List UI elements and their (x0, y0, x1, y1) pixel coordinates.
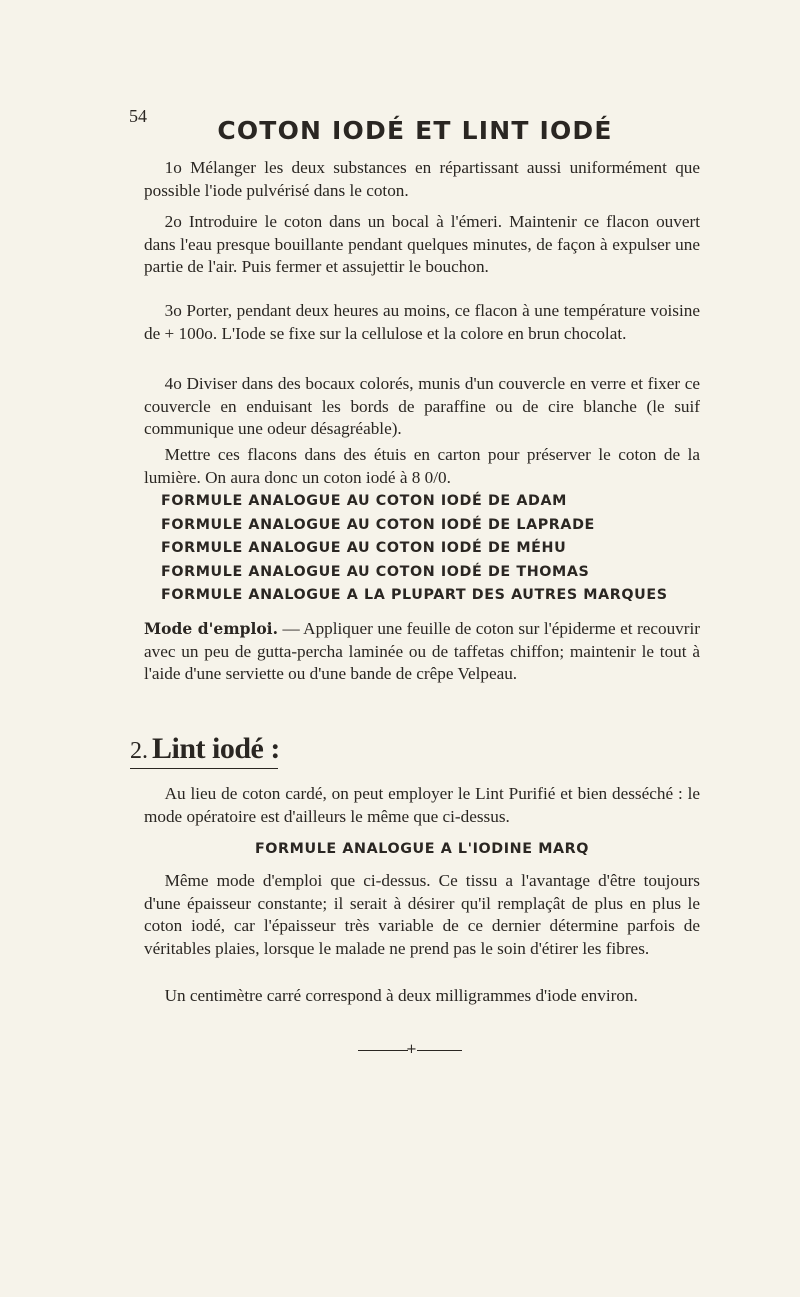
step-4-marker: 4o (164, 374, 182, 393)
fleuron-divider (350, 1042, 470, 1058)
lint-paragraph: Au lieu de coton cardé, on peut employer le Lint Purifié et bien desséché : le mode opératoire est d'ailleurs le même que ci-dessus. (144, 784, 700, 826)
lint-formula: FORMULE ANALOGUE A L'IODINE MARQ (254, 841, 590, 857)
mode-emploi-label: Mode d'emploi. (144, 619, 278, 638)
formula-item: FORMULE ANALOGUE AU COTON IODÉ DE THOMAS (161, 563, 590, 580)
page-number: 54 (129, 106, 147, 126)
cross-ornament-icon: + (406, 1042, 417, 1057)
section-number: 2. (130, 738, 148, 764)
step-4-text: Diviser dans des bocaux colorés, munis d'un couvercle en verre et fixer ce couvercle en enduisant les bords de paraffine ou de cire blanche (le suif communique une odeur désagréable). (144, 374, 700, 438)
section-heading (130, 732, 280, 766)
formula-item: FORMULE ANALOGUE A LA PLUPART DES AUTRES MARQUES (161, 587, 668, 603)
step-3-marker: 3o (164, 301, 182, 320)
advantage-paragraph: Même mode d'emploi que ci-dessus. Ce tissu a l'avantage d'être toujours d'une épaisseur constante; il serait à désirer qu'il remplaçât de plus en plus le coton iodé, car l'épaisseur très variable de ce dernier détermine parfois de véritables plaies, lorsque le malade ne prend pas le soin d'étirer les fibres. (144, 871, 700, 958)
step-4-paragraph (144, 373, 700, 441)
step-1-text: Mélanger les deux substances en répartissant aussi uniformément que possible l'iode pulvérisé dans le coton. (144, 158, 701, 200)
step-3-paragraph (144, 300, 700, 345)
divider-rule-right (417, 1050, 462, 1051)
formula-list (161, 490, 701, 608)
section-title: Lint iodé : (152, 732, 280, 765)
step-1-marker: 1o (164, 158, 182, 177)
dose-paragraph: Un centimètre carré correspond à deux milligrammes d'iode environ. (164, 986, 638, 1005)
storage-paragraph: Mettre ces flacons dans des étuis en carton pour préserver le coton de la lumière. On aura donc un coton iodé à 8 0/0. (144, 445, 700, 487)
formula-item: FORMULE ANALOGUE AU COTON IODÉ DE MÉHU (161, 540, 567, 556)
divider-rule-left (358, 1050, 408, 1051)
step-2-marker: 2o (164, 212, 182, 231)
formula-item: FORMULE ANALOGUE AU COTON IODÉ DE LAPRADE (161, 516, 595, 533)
step-2-paragraph (144, 211, 700, 279)
heading-underline (130, 768, 278, 769)
step-3-text: Porter, pendant deux heures au moins, ce flacon à une température voisine de + 100o. L'Iode se fixe sur la cellulose et la colore en brun chocolat. (144, 301, 700, 343)
formula-item: FORMULE ANALOGUE AU COTON IODÉ DE ADAM (161, 493, 567, 509)
mode-emploi-paragraph (144, 618, 700, 686)
step-1-paragraph (144, 157, 700, 202)
mode-emploi-text: — Appliquer une feuille de coton sur l'épiderme et recouvrir avec un peu de gutta-percha laminée ou de taffetas chiffon; maintenir le tout à l'aide d'une serviette ou d'une bande de crêpe Velpeau. (144, 619, 700, 683)
running-title: COTON IODÉ ET LINT IODÉ (217, 116, 613, 145)
step-2-text: Introduire le coton dans un bocal à l'émeri. Maintenir ce flacon ouvert dans l'eau presque bouillante pendant quelques minutes, de façon à expulser une partie de l'air. Puis fermer et assujettir le bouchon. (144, 212, 700, 276)
